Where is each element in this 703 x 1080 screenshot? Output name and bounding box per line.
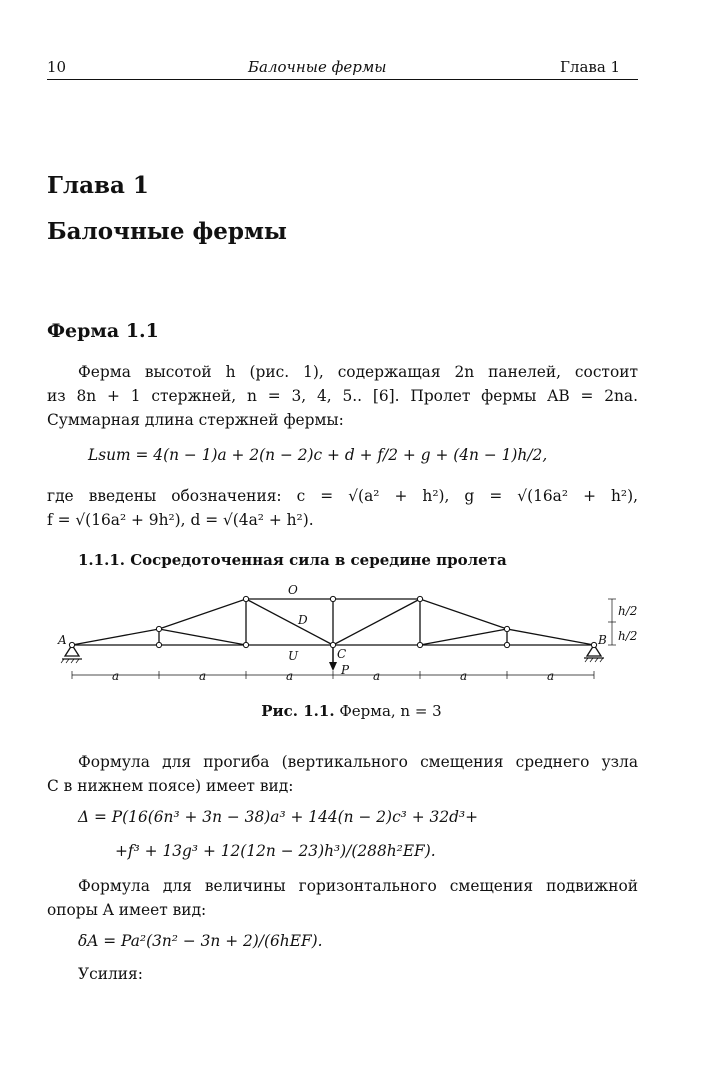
formula-delta-line-2: +f³ + 13g³ + 12(12n − 23)h³)/(288h²EF). (115, 842, 436, 860)
chapter-title: Балочные фермы (47, 218, 287, 245)
deflection-line-1: Формула для прогиба (вертикального смещения среднего узла (78, 753, 638, 771)
force-arrowhead (329, 662, 337, 671)
panel-label: a (547, 669, 555, 683)
label-support-b: B (598, 633, 607, 647)
formula-delta-line-1: Δ = P(16(6n³ + 3n − 38)a³ + 144(n − 2)c³ + 32d³+ (78, 808, 479, 826)
panel-label: a (460, 669, 468, 683)
label-center: C (337, 647, 347, 661)
diagonal-1 (159, 629, 246, 645)
chapter-number: Глава 1 (47, 172, 149, 199)
deflection-line-2: C в нижнем поясе) имеет вид: (47, 777, 294, 795)
page-number: 10 (47, 58, 67, 76)
label-diag: D (298, 613, 308, 627)
diagonal-2 (246, 599, 333, 645)
diagonal-3 (333, 599, 420, 645)
horizontal-line-1: Формула для величины горизонтального смещения подвижной (78, 877, 638, 895)
running-title: Балочные фермы (248, 58, 387, 76)
section-title: Ферма 1.1 (47, 320, 159, 342)
panel-label: a (112, 669, 120, 683)
diagonal-4 (420, 629, 507, 645)
label-half-h-bottom: h/2 (618, 629, 638, 643)
forces-label: Усилия: (78, 965, 143, 983)
formula-lsum: Lsum = 4(n − 1)a + 2(n − 2)c + d + f/2 + g + (4n − 1)h/2, (88, 446, 548, 464)
label-force: P (341, 663, 350, 677)
running-chapter: Глава 1 (560, 58, 621, 76)
panel-label: a (286, 669, 294, 683)
formula-delta-a: δA = Pa²(3n² − 3n + 2)/(6hEF). (78, 932, 323, 950)
intro-line-1: Ферма высотой h (рис. 1), содержащая 2n панелей, состоит (78, 363, 638, 381)
subsection-title: 1.1.1. Сосредоточенная сила в середине пролета (78, 551, 507, 569)
caption-prefix: Рис. 1.1. (261, 702, 335, 720)
label-bottom-left: U (288, 649, 299, 663)
horizontal-line-2: опоры A имеет вид: (47, 901, 207, 919)
notation-line-2: f = √(16a² + 9h²), d = √(4a² + h²). (47, 511, 314, 529)
label-half-h-top: h/2 (618, 604, 638, 618)
label-support-a: A (58, 633, 67, 647)
truss-figure (0, 578, 703, 690)
intro-line-3: Суммарная длина стержней фермы: (47, 411, 344, 429)
panel-label: a (373, 669, 381, 683)
notation-line-1: где введены обозначения: c = √(a² + h²), g = √(16a² + h²), (47, 487, 638, 505)
label-top-node: O (288, 583, 298, 597)
caption-text: Ферма, n = 3 (339, 702, 442, 720)
panel-label: a (199, 669, 207, 683)
header-rule (47, 79, 638, 80)
figure-caption (0, 702, 703, 720)
intro-line-2: из 8n + 1 стержней, n = 3, 4, 5.. [6]. Пролет фермы AB = 2na. (47, 387, 638, 405)
